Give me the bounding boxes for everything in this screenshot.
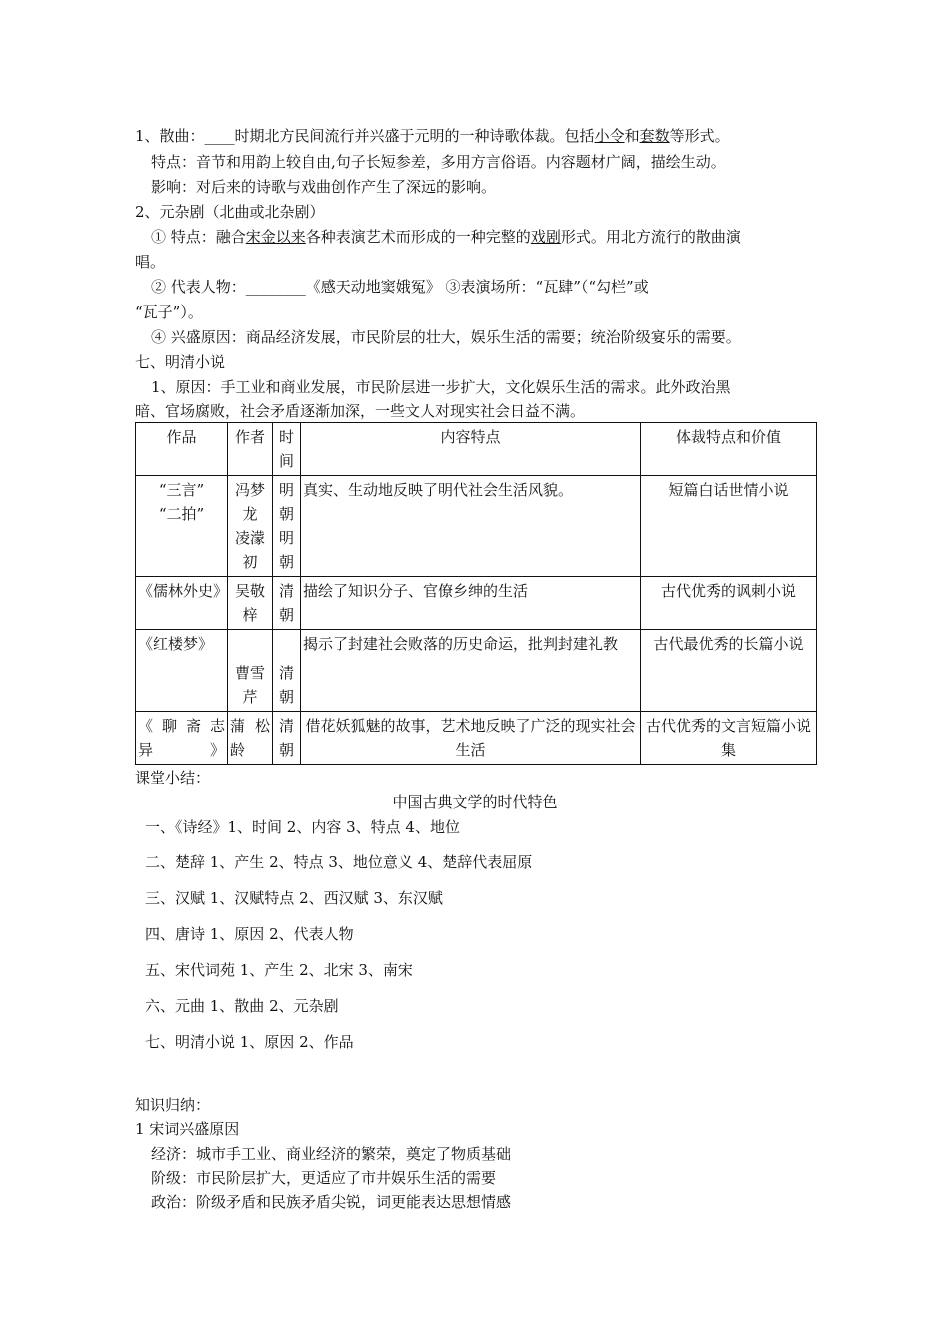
sanqu-title-mid: 时期北方民间流行并兴盛于元明的一种诗歌体裁。包括 xyxy=(234,127,595,145)
header-genre: 体裁特点和价值 xyxy=(641,423,817,476)
cell-author: 冯梦龙 凌濛初 xyxy=(228,476,273,577)
cell-work: 《 聊 斋 志异》 xyxy=(136,712,228,765)
table-row xyxy=(136,577,817,630)
cell-genre: 古代优秀的文言短篇小说集 xyxy=(641,712,817,765)
zaju-reason: ④ 兴盛原因：商品经济发展，市民阶层的壮大，娱乐生活的需要；统治阶级宴乐的需要。 xyxy=(151,328,741,346)
cell-genre: 短篇白话世情小说 xyxy=(641,476,817,577)
zaju-feature-prefix: ① 特点：融合 xyxy=(151,228,246,246)
sanqu-and: 和 xyxy=(624,127,640,145)
sanqu-features: 特点：音节和用韵上较自由,句子长短参差，多用方言俗语。内容题材广阔，描绘生动。 xyxy=(151,153,726,171)
table-row xyxy=(136,630,817,712)
cell-genre: 古代最优秀的长篇小说 xyxy=(641,630,817,712)
mingqing-reason-line1: 1、原因：手工业和商业发展，市民阶层进一步扩大，文化娱乐生活的需求。此外政治黑 xyxy=(151,378,731,396)
mingqing-reason-line2: 暗、官场腐败，社会矛盾逐渐加深，一些文人对现实社会日益不满。 xyxy=(135,402,586,420)
cell-author: 蒲 松龄 xyxy=(228,712,273,765)
knowledge-item: 政治：阶级矛盾和民族矛盾尖锐，词更能表达思想情感 xyxy=(151,1193,512,1211)
header-content: 内容特点 xyxy=(301,423,641,476)
cell-time: 清朝 xyxy=(273,712,301,765)
table-header-row xyxy=(136,423,817,476)
cell-work: 《儒林外史》 xyxy=(136,577,228,630)
cell-genre: 古代优秀的讽刺小说 xyxy=(641,577,817,630)
table-row xyxy=(136,712,817,765)
sanqu-form-xiaoling: 小令 xyxy=(594,127,625,145)
novels-table xyxy=(135,422,817,765)
cell-content: 真实、生动地反映了明代社会生活风貌。 xyxy=(301,476,641,577)
zaju-rep-cont: “瓦子”）。 xyxy=(135,303,203,321)
summary-item: 三、汉赋 1、汉赋特点 2、西汉赋 3、东汉赋 xyxy=(145,889,443,907)
header-work: 作品 xyxy=(136,423,228,476)
mingqing-title: 七、明清小说 xyxy=(135,353,226,371)
cell-time: 清朝 xyxy=(273,577,301,630)
sanqu-influence: 影响：对后来的诗歌与戏曲创作产生了深远的影响。 xyxy=(151,178,497,196)
zaju-feature-xiju: 戏剧 xyxy=(530,228,561,246)
cell-author: 曹雪芹 xyxy=(228,630,273,712)
summary-label: 课堂小结： xyxy=(135,769,211,787)
knowledge-title: 1 宋词兴盛原因 xyxy=(135,1120,240,1138)
knowledge-label: 知识归纳： xyxy=(135,1096,211,1114)
summary-item: 六、元曲 1、散曲 2、元杂剧 xyxy=(145,997,339,1015)
cell-content: 借花妖狐魅的故事，艺术地反映了广泛的现实社会生活 xyxy=(301,712,641,765)
zaju-feature-line xyxy=(151,227,741,247)
sanqu-blank: ____ xyxy=(204,127,235,145)
zaju-rep-line: ② 代表人物：________《感天动地窦娥冤》 ③表演场所：“瓦肆”（“勾栏”或 xyxy=(151,278,649,296)
table-row xyxy=(136,476,817,577)
zaju-feature-songjin: 宋金以来 xyxy=(245,228,306,246)
sanqu-title-suffix: 等形式。 xyxy=(669,127,730,145)
cell-time: 清朝 xyxy=(273,630,301,712)
zaju-feature-suffix: 形式。用北方流行的散曲演 xyxy=(560,228,741,246)
summary-item: 四、唐诗 1、原因 2、代表人物 xyxy=(145,925,354,943)
summary-item: 七、明清小说 1、原因 2、作品 xyxy=(145,1033,354,1051)
knowledge-item: 经济：城市手工业、商业经济的繁荣，奠定了物质基础 xyxy=(151,1145,512,1163)
sanqu-title-prefix: 1、散曲： xyxy=(135,127,205,145)
cell-content: 揭示了封建社会败落的历史命运，批判封建礼教 xyxy=(301,630,641,712)
cell-time: 明朝 明朝 xyxy=(273,476,301,577)
zaju-feature-cont: 唱。 xyxy=(135,253,166,271)
cell-content: 描绘了知识分子、官僚乡绅的生活 xyxy=(301,577,641,630)
header-author: 作者 xyxy=(228,423,273,476)
summary-item: 一、《诗经》1、时间 2、内容 3、特点 4、地位 xyxy=(145,818,460,836)
cell-work: “三言” “二拍” xyxy=(136,476,228,577)
cell-author: 吴敬梓 xyxy=(228,577,273,630)
sanqu-title xyxy=(135,126,730,146)
zaju-feature-mid: 各种表演艺术而形成的一种完整的 xyxy=(305,228,531,246)
sanqu-form-taoshu: 套数 xyxy=(639,127,670,145)
summary-item: 二、楚辞 1、产生 2、特点 3、地位意义 4、楚辞代表屈原 xyxy=(145,853,533,871)
cell-work: 《红楼梦》 xyxy=(136,630,228,712)
summary-title: 中国古典文学的时代特色 xyxy=(392,793,558,811)
knowledge-item: 阶级：市民阶层扩大，更适应了市井娱乐生活的需要 xyxy=(151,1169,497,1187)
summary-item: 五、宋代词苑 1、产生 2、北宋 3、南宋 xyxy=(145,961,413,979)
zaju-title: 2、元杂剧（北曲或北杂剧） xyxy=(135,203,325,221)
header-time: 时间 xyxy=(273,423,301,476)
